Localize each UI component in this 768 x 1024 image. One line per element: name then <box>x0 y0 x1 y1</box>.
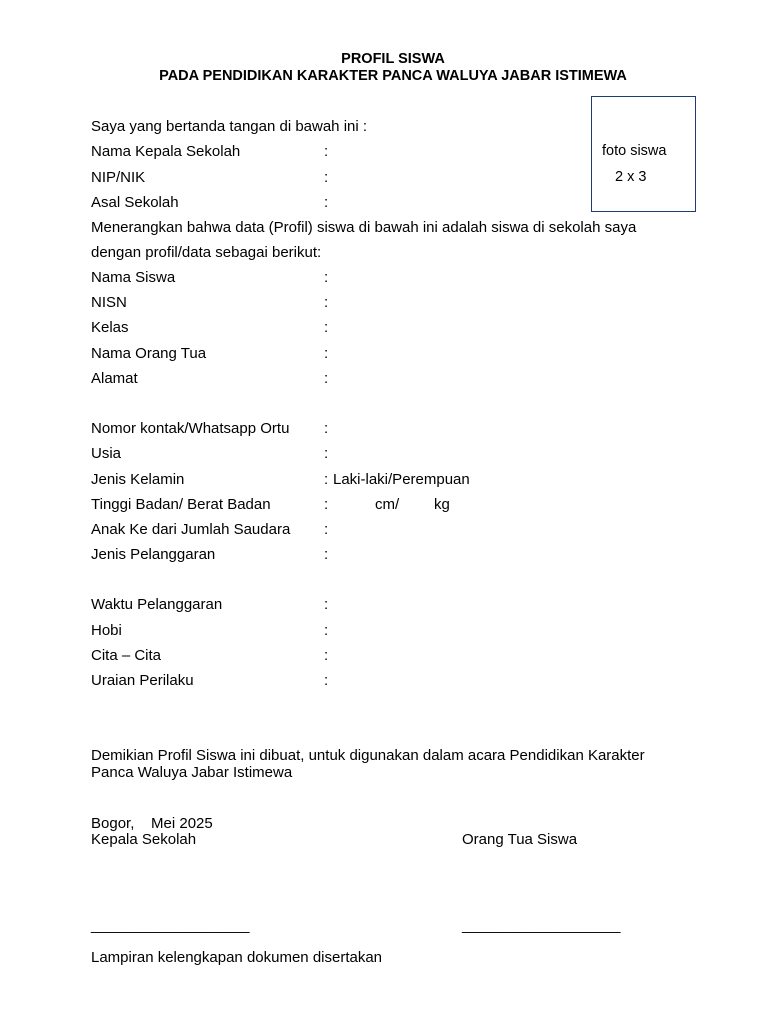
field-colon: : <box>324 672 329 689</box>
intro-text: Saya yang bertanda tangan di bawah ini : <box>91 118 368 135</box>
field-colon: : <box>324 496 329 513</box>
weight-unit: kg <box>434 496 450 513</box>
field-label: Nama Siswa <box>91 269 176 286</box>
field-colon: : <box>324 143 329 160</box>
field-colon: : <box>324 596 329 613</box>
field-label: Anak Ke dari Jumlah Saudara <box>91 521 291 538</box>
field-colon: : <box>324 194 329 211</box>
field-colon: : <box>324 294 329 311</box>
field-label: Uraian Perilaku <box>91 672 194 689</box>
field-row-nomor-kontak <box>91 420 691 438</box>
field-label: Usia <box>91 445 122 462</box>
field-row-jenis-kelamin <box>91 471 691 489</box>
field-label: Jenis Pelanggaran <box>91 546 216 563</box>
field-colon: : <box>324 647 329 664</box>
signature-right-title: Orang Tua Siswa <box>462 831 578 848</box>
field-colon: : <box>324 370 329 387</box>
field-label: Jenis Kelamin <box>91 471 185 488</box>
field-row-jenis-pelanggaran <box>91 546 691 564</box>
document-subtitle: PADA PENDIDIKAN KARAKTER PANCA WALUYA JABAR ISTIMEWA <box>159 68 627 84</box>
field-row-asal-sekolah <box>91 194 691 212</box>
statement-line-1: Menerangkan bahwa data (Profil) siswa di bawah ini adalah siswa di sekolah saya <box>91 219 637 236</box>
field-row-uraian-perilaku <box>91 672 691 690</box>
field-label: Hobi <box>91 622 122 639</box>
field-colon: : <box>324 345 329 362</box>
signature-right-line: ___________________ <box>462 917 621 934</box>
closing-paragraph: Demikian Profil Siswa ini dibuat, untuk digunakan dalam acara Pendidikan Karakter Panca Waluya Jabar Istimewa <box>91 747 645 781</box>
field-row-kelas <box>91 319 691 337</box>
statement-line-2: dengan profil/data sebagai berikut: <box>91 244 322 261</box>
field-value-gender-options: Laki-laki/Perempuan <box>333 471 470 488</box>
field-label: NISN <box>91 294 127 311</box>
field-colon: : <box>324 521 329 538</box>
field-label: Nama Orang Tua <box>91 345 207 362</box>
field-row-alamat <box>91 370 691 388</box>
field-colon: : <box>324 169 329 186</box>
document-title: PROFIL SISWA <box>341 51 445 67</box>
field-label: Waktu Pelanggaran <box>91 596 223 613</box>
field-colon: : <box>324 546 329 563</box>
field-row-hobi <box>91 622 691 640</box>
field-row-nama-kepala-sekolah <box>91 143 691 161</box>
field-label: Tinggi Badan/ Berat Badan <box>91 496 271 513</box>
field-colon: : <box>324 420 329 437</box>
field-label: Nomor kontak/Whatsapp Ortu <box>91 420 290 437</box>
photo-size-label: 2 x 3 <box>615 169 647 185</box>
field-label: Cita – Cita <box>91 647 162 664</box>
field-label: Kelas <box>91 319 129 336</box>
place-date: Bogor, Mei 2025 <box>91 815 213 832</box>
field-row-tinggi-berat-badan <box>91 496 691 514</box>
field-colon: : <box>324 622 329 639</box>
field-colon: : <box>324 319 329 336</box>
height-unit: cm/ <box>375 496 400 513</box>
field-label: NIP/NIK <box>91 169 146 186</box>
field-row-waktu-pelanggaran <box>91 596 691 614</box>
field-row-nama-orang-tua <box>91 345 691 363</box>
signature-left-line: ___________________ <box>91 917 250 934</box>
field-colon: : <box>324 445 329 462</box>
field-label: Alamat <box>91 370 138 387</box>
field-row-usia <box>91 445 691 463</box>
photo-label: foto siswa <box>602 143 667 159</box>
field-colon: : <box>324 471 329 488</box>
field-row-nama-siswa <box>91 269 691 287</box>
field-label: Asal Sekolah <box>91 194 179 211</box>
field-row-cita-cita <box>91 647 691 665</box>
field-colon: : <box>324 269 329 286</box>
attachment-note: Lampiran kelengkapan dokumen disertakan <box>91 949 383 966</box>
field-label: Nama Kepala Sekolah <box>91 143 241 160</box>
field-row-nip-nik <box>91 169 691 187</box>
field-row-nisn <box>91 294 691 312</box>
signature-left-title: Kepala Sekolah <box>91 831 197 848</box>
field-row-anak-ke <box>91 521 691 539</box>
